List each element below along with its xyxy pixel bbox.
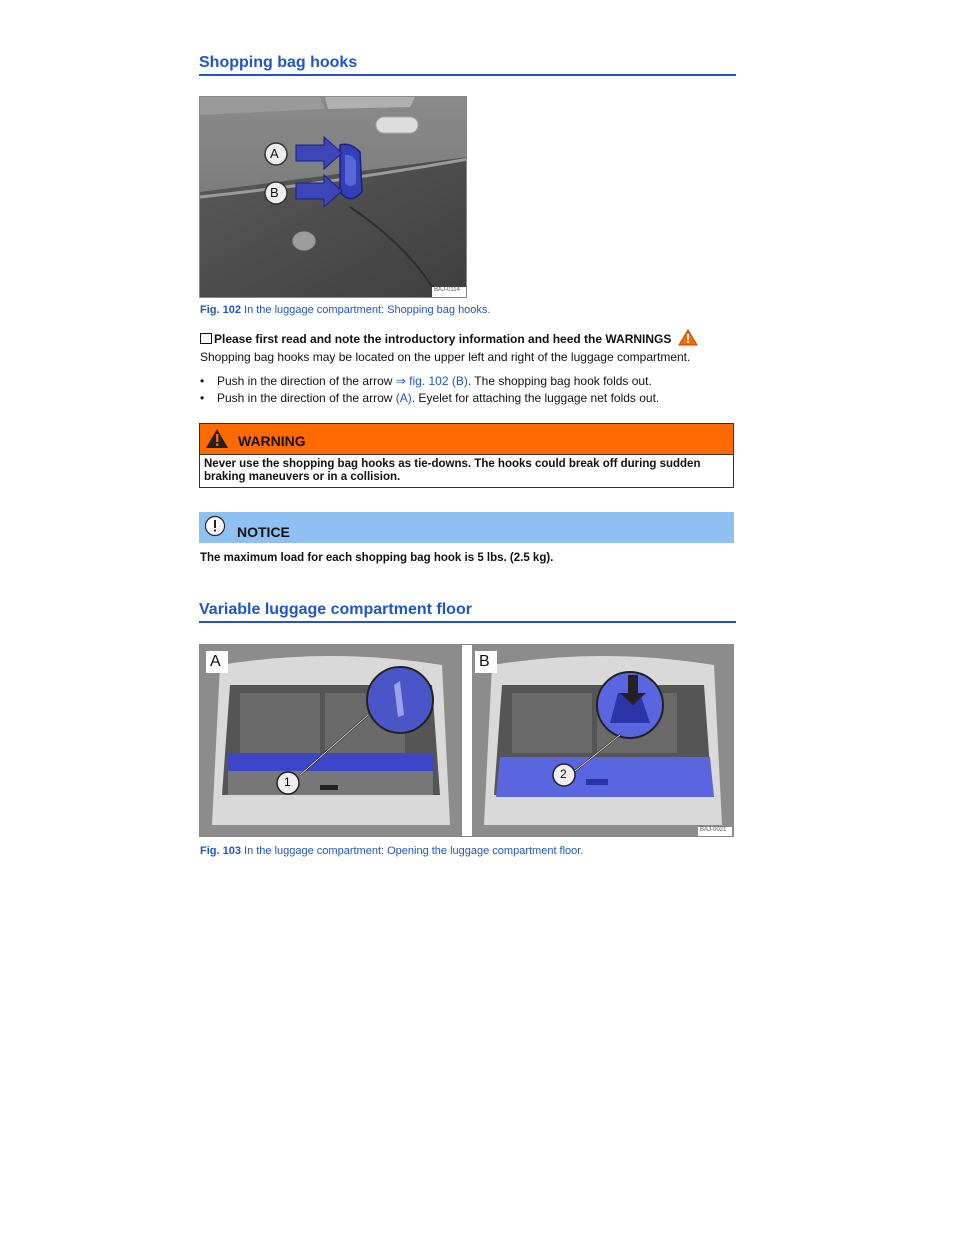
figure-103-caption bbox=[200, 845, 583, 857]
figure-102-illustration bbox=[200, 97, 467, 298]
intro-line: Shopping bag hooks may be located on the upper left and right of the luggage compartment. bbox=[200, 350, 691, 364]
callout-2: 2 bbox=[560, 767, 567, 781]
figure-code: BAJ-0114 bbox=[434, 287, 460, 293]
bullet-item bbox=[200, 374, 652, 388]
warning-text: Never use the shopping bag hooks as tie-downs. The hooks could break off during sudden braking maneuvers or in a collision. bbox=[199, 454, 734, 488]
notice-text: The maximum load for each shopping bag hook is 5 lbs. (2.5 kg). bbox=[200, 552, 554, 564]
callout-1: 1 bbox=[284, 775, 291, 789]
section-title-shopping-bag-hooks: Shopping bag hooks bbox=[199, 54, 736, 76]
bullet2-post: . Eyelet for attaching the luggage net folds out. bbox=[411, 391, 660, 405]
bullet-item bbox=[200, 391, 659, 405]
panel-b bbox=[472, 645, 734, 837]
bullet1-pre: Push in the direction of the arrow bbox=[217, 374, 396, 388]
panel-label-b: B bbox=[479, 653, 490, 670]
fig-102-b-link[interactable]: ⇒ fig. 102 (B) bbox=[395, 374, 468, 388]
bullet2-pre: Push in the direction of the arrow bbox=[217, 391, 396, 405]
section-title-variable-floor: Variable luggage compartment floor bbox=[199, 601, 736, 623]
figure-103-illustration bbox=[200, 645, 734, 837]
caption-text: In the luggage compartment: Opening the luggage compartment floor. bbox=[240, 845, 584, 857]
figure-code: BAJ-0021 bbox=[700, 827, 727, 833]
notice-title: NOTICE bbox=[237, 524, 290, 540]
panel-label-a: A bbox=[210, 653, 221, 670]
figure-variable-floor bbox=[199, 644, 734, 837]
warning-triangle-icon bbox=[678, 329, 698, 346]
bullet-dot: • bbox=[200, 374, 205, 388]
checkbox-icon bbox=[200, 333, 212, 344]
figure-label-b: B bbox=[270, 185, 279, 200]
warning-header bbox=[199, 423, 734, 454]
warning-title: WARNING bbox=[238, 433, 306, 449]
notice-exclamation-icon bbox=[204, 515, 226, 537]
figure-label-a: A bbox=[270, 146, 279, 161]
intro-bold-text: Please first read and note the introductory information and heed the WARNINGS bbox=[214, 332, 672, 346]
figure-102-caption bbox=[200, 304, 490, 316]
figure-shopping-bag-hooks bbox=[199, 96, 467, 298]
notice-header bbox=[199, 512, 734, 543]
intro-notice bbox=[200, 329, 698, 346]
panel-a bbox=[200, 645, 462, 837]
warning-triangle-icon bbox=[205, 428, 229, 449]
caption-number: Fig. 102 bbox=[200, 304, 241, 316]
fig-102-a-link[interactable]: (A) bbox=[395, 391, 412, 405]
bullet-dot: • bbox=[200, 391, 205, 405]
caption-text: In the luggage compartment: Shopping bag hooks. bbox=[240, 304, 491, 316]
bullet1-post: . The shopping bag hook folds out. bbox=[467, 374, 652, 388]
caption-number: Fig. 103 bbox=[200, 845, 241, 857]
